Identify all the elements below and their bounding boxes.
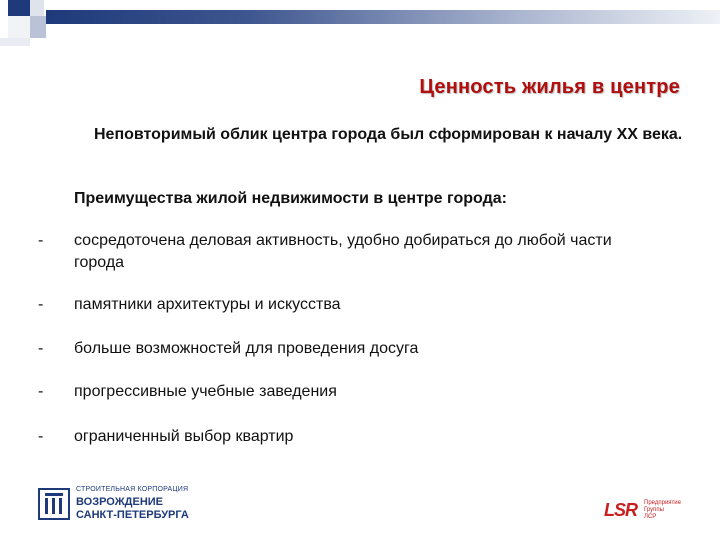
list-item <box>38 230 654 274</box>
list-item <box>38 426 654 448</box>
bullet-marker: - <box>38 428 44 445</box>
logo-name-line1: ВОЗРОЖДЕНИЕ <box>76 496 164 508</box>
list-item <box>38 381 654 403</box>
lsr-caption: Предприятие Группы ЛСР <box>644 500 681 520</box>
bullet-marker: - <box>38 232 44 249</box>
list-item <box>38 338 654 360</box>
lsr-logo <box>604 498 694 524</box>
bullet-marker: - <box>38 296 44 313</box>
vozrozhdenie-logo <box>38 486 198 528</box>
decor-square <box>8 0 30 16</box>
decor-square <box>30 0 44 16</box>
logo-name-line2: САНКТ-ПЕТЕРБУРГА <box>76 509 189 521</box>
list-item-text: памятники архитектуры и искусства <box>74 296 341 313</box>
intro-paragraph: Неповторимый облик центра города был сформирован к началу XX века. <box>94 126 683 143</box>
list-item-text: ограниченный выбор квартир <box>74 428 294 445</box>
logo-subtitle: СТРОИТЕЛЬНАЯ КОРПОРАЦИЯ <box>76 486 189 493</box>
list-item <box>38 294 654 316</box>
decor-square <box>0 38 30 46</box>
list-item-text: сосредоточена деловая активность, удобно добираться до любой части города <box>74 232 612 271</box>
lsr-mark: LSR <box>604 500 637 520</box>
building-emblem-icon <box>38 488 70 520</box>
decor-square <box>30 16 46 38</box>
header-gradient-bar <box>46 10 720 24</box>
bullet-marker: - <box>38 383 44 400</box>
list-item-text: больше возможностей для проведения досуга <box>74 340 419 357</box>
list-item-text: прогрессивные учебные заведения <box>74 383 337 400</box>
advantages-heading: Преимущества жилой недвижимости в центре города: <box>74 190 507 207</box>
slide-title: Ценность жилья в центре <box>419 76 680 98</box>
bullet-marker: - <box>38 340 44 357</box>
decor-square <box>8 16 30 38</box>
